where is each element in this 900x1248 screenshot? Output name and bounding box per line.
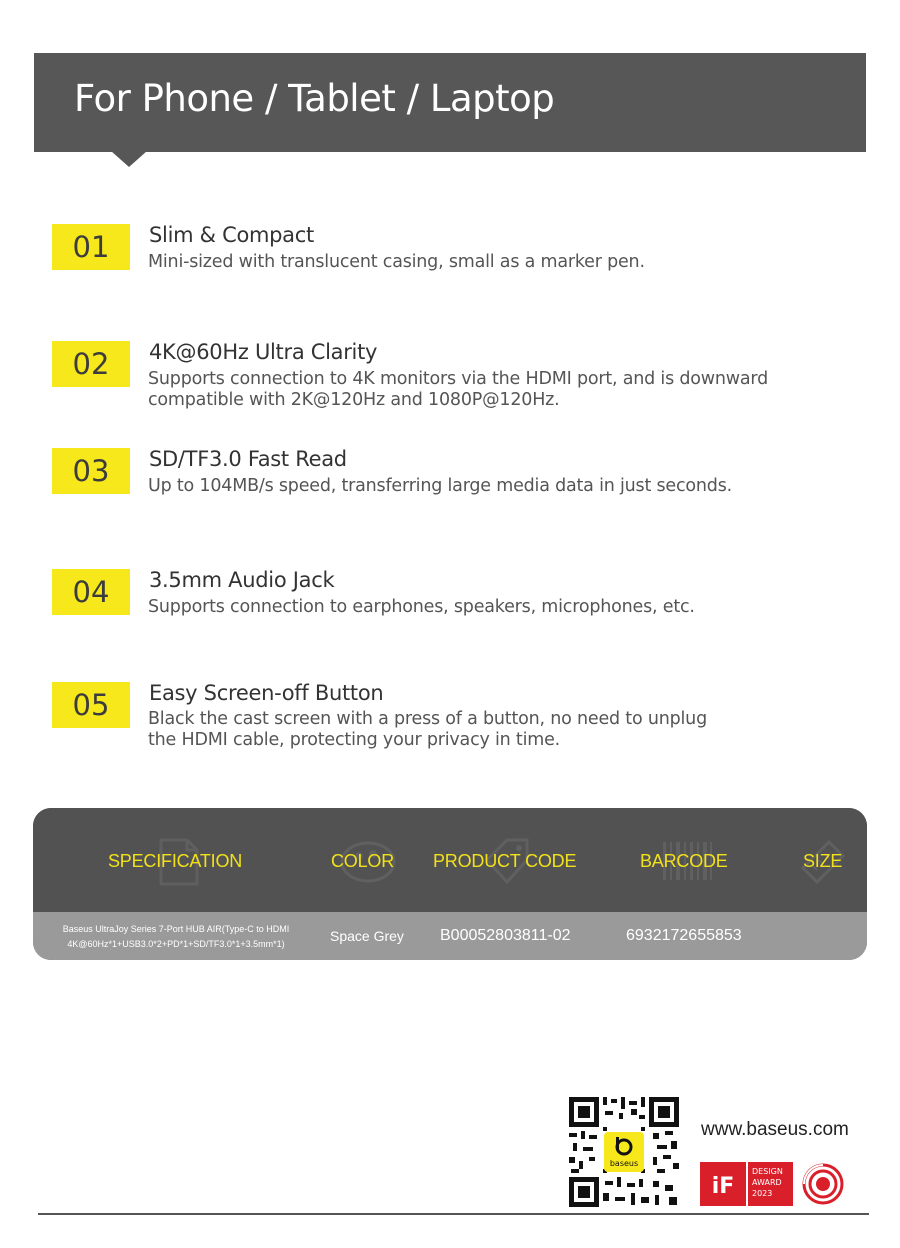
qr-brand-text: baseus: [609, 1159, 639, 1168]
if-design-award-badge: [700, 1162, 793, 1206]
feature-number-badge: 05: [52, 682, 130, 728]
feature-description: Black the cast screen with a press of a button, no need to unplug the HDMI cable, protecting your privacy in time.: [148, 709, 707, 750]
spec-header-specification: SPECIFICATION: [108, 851, 243, 871]
feature-title: SD/TF3.0 Fast Read: [149, 447, 347, 471]
if-logo-text: iF: [711, 1174, 735, 1199]
feature-title: 3.5mm Audio Jack: [149, 568, 335, 592]
spec-table-row: [33, 912, 867, 960]
if-award-line1: DESIGN: [752, 1167, 783, 1176]
feature-title: Slim & Compact: [149, 223, 314, 247]
website-link[interactable]: www.baseus.com: [701, 1119, 849, 1140]
feature-title: 4K@60Hz Ultra Clarity: [149, 340, 378, 364]
header-pointer: [111, 151, 147, 167]
spec-cell-specification: [41, 922, 311, 952]
spec-table: [33, 808, 867, 960]
spec-header-color: COLOR: [331, 851, 395, 871]
spec-header-product-code: PRODUCT CODE: [433, 851, 577, 871]
spec-cell-specification-line: 4K@60Hz*1+USB3.0*2+PD*1+SD/TF3.0*1+3.5mm*1): [67, 939, 285, 949]
spec-cell-barcode: 6932172655853: [626, 927, 742, 944]
spec-header-size: SIZE: [803, 851, 843, 871]
feature-description: Supports connection to earphones, speakers, microphones, etc.: [148, 597, 695, 617]
footer-divider: [38, 1213, 869, 1215]
red-dot-award-icon: [802, 1163, 844, 1205]
page-title: For Phone / Tablet / Laptop: [74, 77, 555, 120]
feature-number-badge: 03: [52, 448, 130, 494]
feature-description: Mini-sized with translucent casing, small as a marker pen.: [148, 252, 645, 272]
feature-description: Up to 104MB/s speed, transferring large media data in just seconds.: [148, 476, 732, 496]
spec-table-header: [33, 808, 867, 912]
feature-number-badge: 02: [52, 341, 130, 387]
feature-number-badge: 01: [52, 224, 130, 270]
spec-header-barcode: BARCODE: [640, 851, 728, 871]
spec-cell-color: Space Grey: [330, 928, 404, 944]
feature-title: Easy Screen-off Button: [149, 681, 384, 705]
feature-number-badge: 04: [52, 569, 130, 615]
if-award-line2: AWARD: [752, 1178, 782, 1187]
spec-cell-specification-line: Baseus UltraJoy Series 7-Port HUB AIR(Type-C to HDMI: [62, 924, 290, 934]
if-award-line3: 2023: [752, 1189, 773, 1198]
feature-description: Supports connection to 4K monitors via the HDMI port, and is downward compatible with 2K@120Hz and 1080P@120Hz.: [148, 369, 769, 410]
spec-cell-product-code: B00052803811-02: [440, 927, 571, 944]
qr-code: [569, 1097, 679, 1207]
